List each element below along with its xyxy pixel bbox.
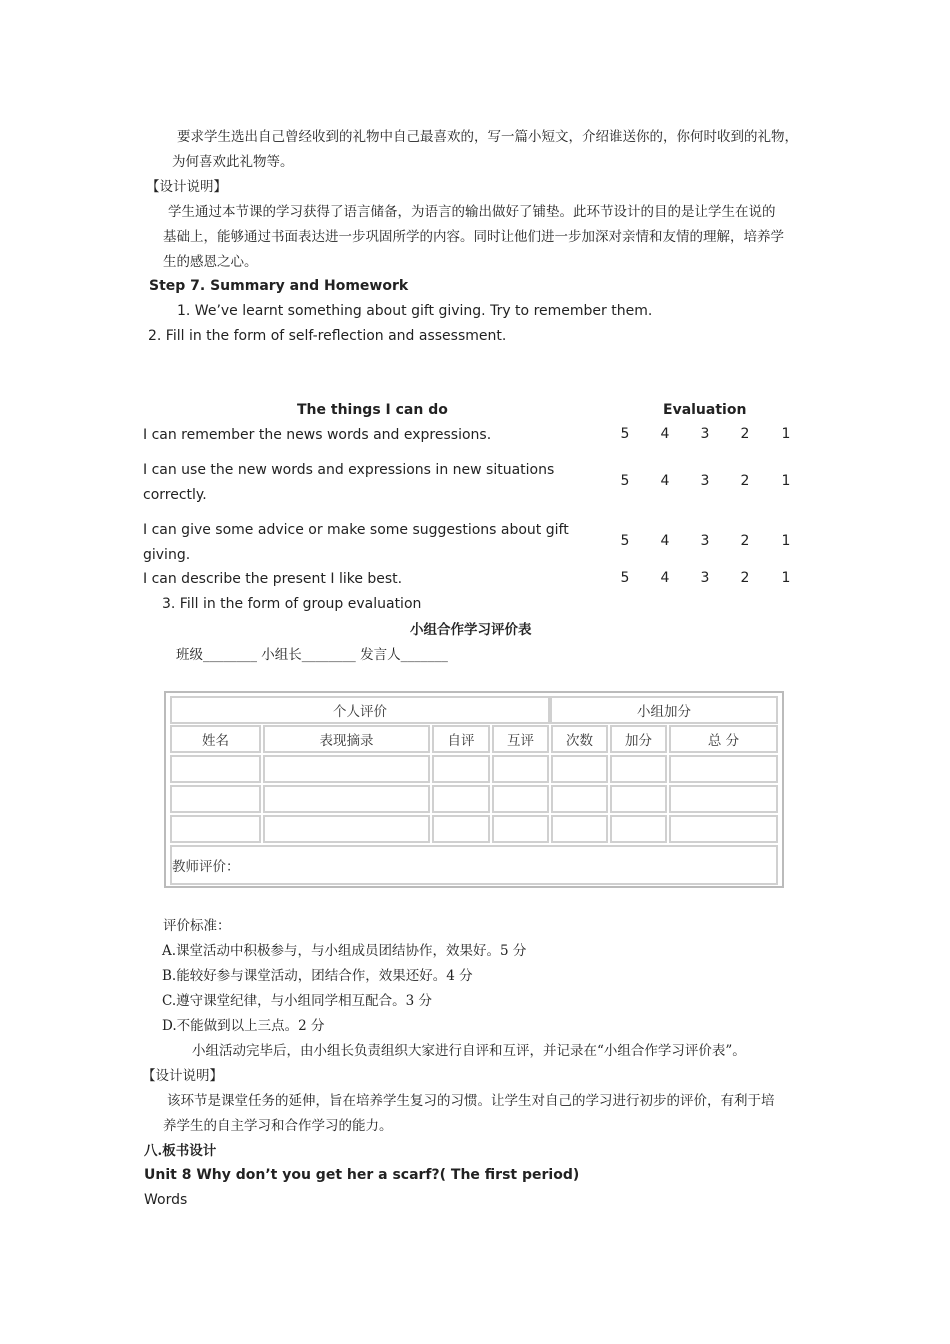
design-note-line-3: 生的感恩之心。 [163, 254, 258, 270]
design-note-label: 【设计说明】 [146, 179, 227, 195]
score: 1 [781, 426, 791, 442]
header-group: 小组加分 [550, 696, 778, 724]
design-note-2-label: 【设计说明】 [142, 1068, 223, 1084]
col-total: 总 分 [669, 725, 778, 753]
table-cell[interactable] [551, 815, 608, 843]
col-things-header: The things I can do [297, 402, 448, 418]
table-cell[interactable] [432, 815, 490, 843]
group-table-title: 小组合作学习评价表 [410, 622, 532, 638]
table-cell[interactable] [551, 785, 608, 813]
row-text: I can give some advice or make some suggestions about gift [143, 522, 569, 538]
col-count: 次数 [551, 725, 608, 753]
table-cell[interactable] [669, 815, 778, 843]
row-text-cont: giving. [143, 547, 191, 563]
table-cell[interactable] [263, 755, 430, 783]
table-cell[interactable] [669, 785, 778, 813]
table-cell[interactable] [170, 815, 261, 843]
score: 5 [620, 426, 630, 442]
intro-line-2: 为何喜欢此礼物等。 [172, 154, 294, 170]
table-cell[interactable] [170, 755, 261, 783]
score: 4 [660, 426, 670, 442]
intro-line-1: 要求学生选出自己曾经收到的礼物中自己最喜欢的，写一篇小短文，介绍谁送你的，你何时收到的礼物， [177, 129, 798, 145]
group-evaluation-table [164, 691, 784, 888]
score: 1 [781, 570, 791, 586]
table-cell[interactable] [432, 755, 490, 783]
col-performance: 表现摘录 [263, 725, 430, 753]
row-text: I can describe the present I like best. [143, 571, 403, 587]
col-bonus: 加分 [610, 725, 667, 753]
table-cell[interactable] [669, 755, 778, 783]
score: 5 [620, 533, 630, 549]
table-cell[interactable] [263, 785, 430, 813]
teacher-eval-label: 教师评价： [172, 859, 240, 875]
step7-item-1: 1. We’ve learnt something about gift giving. Try to remember them. [177, 303, 653, 319]
board-words: Words [144, 1192, 188, 1208]
score: 5 [620, 570, 630, 586]
col-self-eval: 自评 [432, 725, 490, 753]
score: 4 [660, 473, 670, 489]
table-cell[interactable] [610, 785, 667, 813]
step7-item-2: 2. Fill in the form of self-reflection and assessment. [148, 328, 507, 344]
criteria-title: 评价标准： [163, 918, 231, 934]
score: 3 [700, 570, 710, 586]
board-unit-title: Unit 8 Why don’t you get her a scarf?( The first period) [144, 1167, 580, 1183]
criteria-d: D.不能做到以上三点。2 分 [162, 1018, 325, 1034]
row-text-cont: correctly. [143, 487, 207, 503]
score: 2 [740, 570, 750, 586]
score: 2 [740, 533, 750, 549]
score: 3 [700, 533, 710, 549]
table-cell[interactable] [492, 785, 549, 813]
col-evaluation-header: Evaluation [663, 402, 747, 418]
design-note-2-line-2: 养学生的自主学习和合作学习的能力。 [163, 1118, 393, 1134]
row-text: I can remember the news words and expressions. [143, 427, 492, 443]
group-fields: 班级________ 小组长________ 发言人_______ [176, 647, 448, 663]
score: 2 [740, 426, 750, 442]
col-peer-eval: 互评 [492, 725, 549, 753]
score: 4 [660, 533, 670, 549]
score: 1 [781, 533, 791, 549]
criteria-b: B.能较好参与课堂活动，团结合作，效果还好。4 分 [162, 968, 473, 984]
table-cell[interactable] [610, 815, 667, 843]
score: 4 [660, 570, 670, 586]
design-note-line-1: 学生通过本节课的学习获得了语言储备，为语言的输出做好了铺垫。此环节设计的目的是让学生在说的 [168, 204, 776, 220]
table-cell[interactable] [551, 755, 608, 783]
table-cell[interactable] [170, 785, 261, 813]
design-note-2-line-1: 该环节是课堂任务的延伸，旨在培养学生复习的习惯。让学生对自己的学习进行初步的评价，有利于培 [167, 1093, 775, 1109]
criteria-a: A.课堂活动中积极参与，与小组成员团结协作，效果好。5 分 [162, 943, 527, 959]
step7-title: Step 7. Summary and Homework [149, 278, 409, 294]
criteria-c: C.遵守课堂纪律，与小组同学相互配合。3 分 [162, 993, 433, 1009]
score: 5 [620, 473, 630, 489]
row-text: I can use the new words and expressions in new situations [143, 462, 555, 478]
score: 1 [781, 473, 791, 489]
criteria-after: 小组活动完毕后，由小组长负责组织大家进行自评和互评，并记录在“小组合作学习评价表”。 [192, 1043, 746, 1059]
header-personal: 个人评价 [170, 696, 550, 724]
board-heading: 八.板书设计 [144, 1143, 217, 1159]
col-name: 姓名 [170, 725, 261, 753]
table-cell[interactable] [432, 785, 490, 813]
design-note-line-2: 基础上，能够通过书面表达进一步巩固所学的内容。同时让他们进一步加深对亲情和友情的理解，培养学 [163, 229, 784, 245]
table-cell[interactable] [492, 815, 549, 843]
score: 2 [740, 473, 750, 489]
table-cell[interactable] [492, 755, 549, 783]
teacher-eval-cell[interactable] [170, 845, 778, 885]
table-cell[interactable] [263, 815, 430, 843]
table-cell[interactable] [610, 755, 667, 783]
group-item-3: 3. Fill in the form of group evaluation [162, 596, 422, 612]
score: 3 [700, 473, 710, 489]
score: 3 [700, 426, 710, 442]
